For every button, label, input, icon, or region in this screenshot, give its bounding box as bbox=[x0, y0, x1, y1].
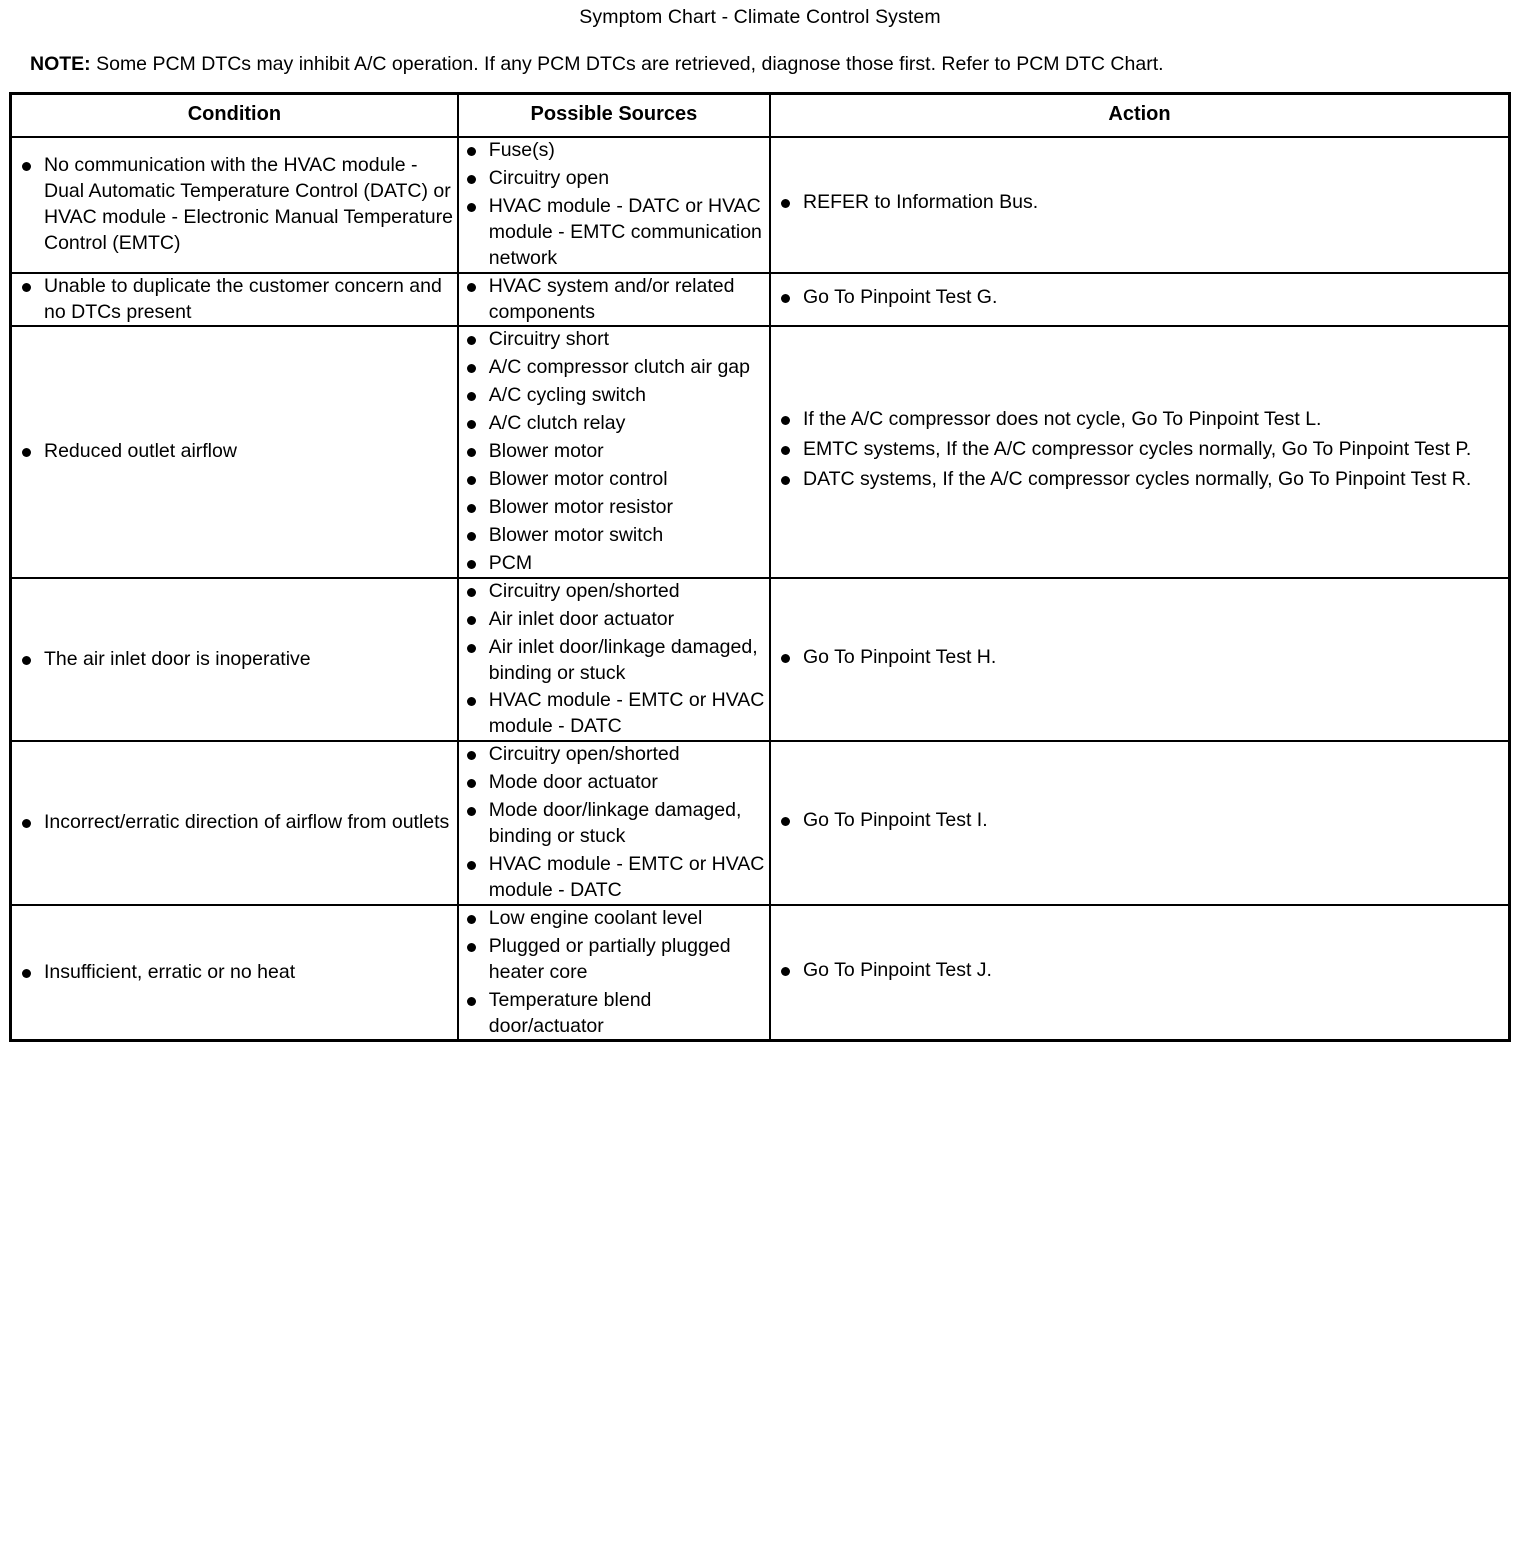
list-item: Blower motor switch bbox=[459, 523, 769, 549]
note-line bbox=[8, 53, 1512, 76]
list-item: Plugged or partially plugged heater core bbox=[459, 934, 769, 986]
table-row bbox=[11, 578, 1510, 742]
action-cell bbox=[770, 326, 1510, 577]
list-item: REFER to Information Bus. bbox=[771, 190, 1508, 216]
sources-cell bbox=[458, 326, 770, 577]
symptom-chart-table bbox=[9, 92, 1511, 1042]
list-item: Circuitry open/shorted bbox=[459, 579, 769, 605]
list-item: Temperature blend door/actuator bbox=[459, 988, 769, 1040]
list-item: Blower motor bbox=[459, 439, 769, 465]
list-item: HVAC module - EMTC or HVAC module - DATC bbox=[459, 852, 769, 904]
list-item: Go To Pinpoint Test H. bbox=[771, 645, 1508, 671]
list-item: PCM bbox=[459, 551, 769, 577]
list-item: Blower motor control bbox=[459, 467, 769, 493]
list-item: A/C compressor clutch air gap bbox=[459, 355, 769, 381]
sources-cell bbox=[458, 578, 770, 742]
sources-cell bbox=[458, 137, 770, 273]
list-item: Air inlet door/linkage damaged, binding or stuck bbox=[459, 635, 769, 687]
list-item: Air inlet door actuator bbox=[459, 607, 769, 633]
table-row bbox=[11, 905, 1510, 1041]
sources-cell bbox=[458, 905, 770, 1041]
action-cell bbox=[770, 578, 1510, 742]
list-item: A/C clutch relay bbox=[459, 411, 769, 437]
list-item: Circuitry short bbox=[459, 327, 769, 353]
column-header-action: Action bbox=[770, 94, 1510, 138]
table-row bbox=[11, 273, 1510, 327]
list-item: EMTC systems, If the A/C compressor cycles normally, Go To Pinpoint Test P. bbox=[771, 437, 1508, 463]
list-item: HVAC module - DATC or HVAC module - EMTC communication network bbox=[459, 194, 769, 272]
list-item: HVAC system and/or related components bbox=[459, 274, 769, 326]
page-title: Symptom Chart - Climate Control System bbox=[579, 6, 941, 28]
table-row bbox=[11, 137, 1510, 273]
list-item: Circuitry open bbox=[459, 166, 769, 192]
document-page bbox=[0, 6, 1520, 1042]
action-cell bbox=[770, 137, 1510, 273]
table-row bbox=[11, 326, 1510, 577]
condition-cell bbox=[11, 273, 458, 327]
list-item: Fuse(s) bbox=[459, 138, 769, 164]
list-item: HVAC module - EMTC or HVAC module - DATC bbox=[459, 688, 769, 740]
action-cell bbox=[770, 741, 1510, 905]
list-item: Go To Pinpoint Test G. bbox=[771, 285, 1508, 311]
sources-cell bbox=[458, 741, 770, 905]
condition-cell bbox=[11, 137, 458, 273]
list-item: No communication with the HVAC module - Dual Automatic Temperature Control (DATC) or HVAC module - Electronic Manual Temperature Control (EMTC) bbox=[12, 153, 457, 257]
action-cell bbox=[770, 905, 1510, 1041]
list-item: If the A/C compressor does not cycle, Go To Pinpoint Test L. bbox=[771, 407, 1508, 433]
list-item: The air inlet door is inoperative bbox=[12, 647, 457, 673]
list-item: Blower motor resistor bbox=[459, 495, 769, 521]
note-label: NOTE: bbox=[30, 53, 91, 75]
list-item: Insufficient, erratic or no heat bbox=[12, 960, 457, 986]
list-item: DATC systems, If the A/C compressor cycles normally, Go To Pinpoint Test R. bbox=[771, 467, 1508, 493]
list-item: Go To Pinpoint Test J. bbox=[771, 958, 1508, 984]
condition-cell bbox=[11, 326, 458, 577]
sources-cell bbox=[458, 273, 770, 327]
table-header-row bbox=[11, 94, 1510, 138]
table-body bbox=[11, 137, 1510, 1041]
list-item: A/C cycling switch bbox=[459, 383, 769, 409]
note-text: Some PCM DTCs may inhibit A/C operation. If any PCM DTCs are retrieved, diagnose those first. Refer to PCM DTC Chart. bbox=[90, 53, 1164, 75]
table-row bbox=[11, 741, 1510, 905]
list-item: Mode door/linkage damaged, binding or stuck bbox=[459, 798, 769, 850]
condition-cell bbox=[11, 905, 458, 1041]
list-item: Low engine coolant level bbox=[459, 906, 769, 932]
column-header-possible-sources: Possible Sources bbox=[458, 94, 770, 138]
list-item: Incorrect/erratic direction of airflow from outlets bbox=[12, 810, 457, 836]
condition-cell bbox=[11, 741, 458, 905]
list-item: Circuitry open/shorted bbox=[459, 742, 769, 768]
action-cell bbox=[770, 273, 1510, 327]
column-header-condition: Condition bbox=[11, 94, 458, 138]
list-item: Mode door actuator bbox=[459, 770, 769, 796]
condition-cell bbox=[11, 578, 458, 742]
list-item: Go To Pinpoint Test I. bbox=[771, 808, 1508, 834]
list-item: Reduced outlet airflow bbox=[12, 439, 457, 465]
list-item: Unable to duplicate the customer concern and no DTCs present bbox=[12, 274, 457, 326]
